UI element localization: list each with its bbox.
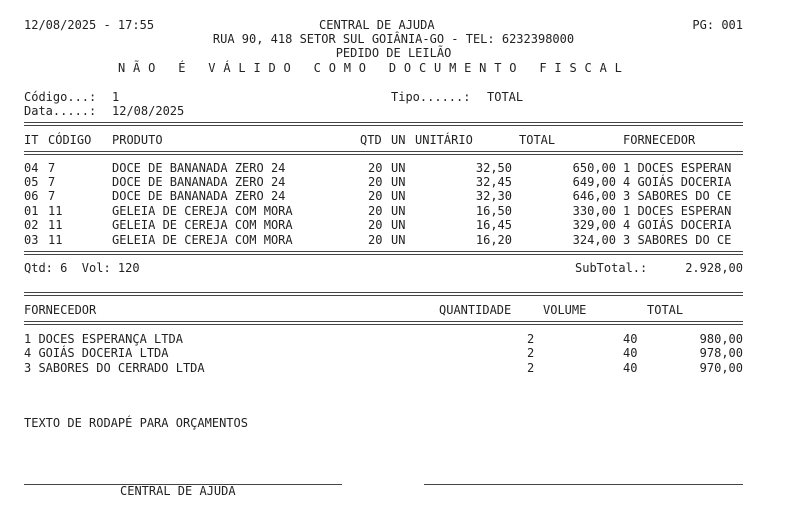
cell-un: UN xyxy=(391,175,406,189)
table-row xyxy=(0,190,787,204)
cell-volume: 40 xyxy=(623,346,638,360)
cell-total: 650,00 xyxy=(572,161,616,175)
col-produto: PRODUTO xyxy=(112,133,163,147)
cell-produto: DOCE DE BANANADA ZERO 24 xyxy=(112,189,286,203)
cell-unitario: 16,45 xyxy=(475,218,512,232)
page-number: PG: 001 xyxy=(692,18,743,32)
cell-un: UN xyxy=(391,218,406,232)
cell-un: UN xyxy=(391,161,406,175)
codigo-value: 1 xyxy=(112,90,120,104)
col-total: TOTAL xyxy=(647,303,684,317)
cell-total: 649,00 xyxy=(572,175,616,189)
cell-it: 04 xyxy=(24,161,39,175)
codigo-label: Código...: xyxy=(24,90,97,104)
cell-codigo: 11 xyxy=(48,233,63,247)
cell-total: 646,00 xyxy=(572,189,616,203)
cell-unitario: 16,20 xyxy=(475,233,512,247)
cell-unitario: 32,30 xyxy=(475,189,512,203)
cell-unitario: 32,50 xyxy=(475,161,512,175)
company-address: RUA 90, 418 SETOR SUL GOIÂNIA-GO - TEL: 6232398000 xyxy=(212,32,575,46)
subtotal-value: 2.928,00 xyxy=(685,261,743,275)
company-name: CENTRAL DE AJUDA xyxy=(319,18,435,32)
qtd-vol-summary: Qtd: 6 Vol: 120 xyxy=(24,261,140,275)
cell-produto: GELEIA DE CEREJA COM MORA xyxy=(112,204,293,218)
double-rule xyxy=(24,292,743,296)
cell-it: 03 xyxy=(24,233,39,247)
cell-codigo: 7 xyxy=(48,175,56,189)
cell-volume: 40 xyxy=(623,361,638,375)
table-row xyxy=(0,176,787,190)
col-un: UN xyxy=(391,133,406,147)
table-row xyxy=(0,219,787,233)
cell-codigo: 7 xyxy=(48,161,56,175)
footer-note: TEXTO DE RODAPÉ PARA ORÇAMENTOS xyxy=(24,416,248,430)
col-it: IT xyxy=(24,133,39,147)
col-quantidade: QUANTIDADE xyxy=(439,303,512,317)
cell-produto: DOCE DE BANANADA ZERO 24 xyxy=(112,175,286,189)
cell-qtd: 20 xyxy=(368,189,383,203)
col-fornecedor: FORNECEDOR xyxy=(623,133,696,147)
col-total: TOTAL xyxy=(519,133,556,147)
cell-fornecedor: 3 SABORES DO CE xyxy=(623,233,732,247)
double-rule xyxy=(24,251,743,255)
cell-volume: 40 xyxy=(623,332,638,346)
cell-fornecedor: 3 SABORES DO CERRADO LTDA xyxy=(24,361,205,375)
cell-fornecedor: 1 DOCES ESPERAN xyxy=(623,204,732,218)
cell-unitario: 16,50 xyxy=(475,204,512,218)
cell-total: 330,00 xyxy=(572,204,616,218)
data-value: 12/08/2025 xyxy=(112,104,185,118)
col-volume: VOLUME xyxy=(543,303,587,317)
cell-total: 980,00 xyxy=(699,332,743,346)
col-fornecedor: FORNECEDOR xyxy=(24,303,97,317)
tipo-label: Tipo......: xyxy=(391,90,471,104)
cell-fornecedor: 3 SABORES DO CE xyxy=(623,189,732,203)
cell-fornecedor: 1 DOCES ESPERAN xyxy=(623,161,732,175)
cell-produto: DOCE DE BANANADA ZERO 24 xyxy=(112,161,286,175)
cell-un: UN xyxy=(391,233,406,247)
table-row xyxy=(0,162,787,176)
cell-produto: GELEIA DE CEREJA COM MORA xyxy=(112,218,293,232)
col-unitario: UNITÁRIO xyxy=(415,133,473,147)
cell-total: 324,00 xyxy=(572,233,616,247)
cell-fornecedor: 4 GOIÁS DOCERIA xyxy=(623,175,732,189)
cell-fornecedor: 1 DOCES ESPERANÇA LTDA xyxy=(24,332,183,346)
document-title: PEDIDO DE LEILÃO xyxy=(335,46,452,60)
cell-qtd: 20 xyxy=(368,204,383,218)
items-table-header xyxy=(0,134,787,148)
cell-quantidade: 2 xyxy=(527,361,535,375)
tipo-value: TOTAL xyxy=(487,90,524,104)
cell-unitario: 32,45 xyxy=(475,175,512,189)
cell-it: 06 xyxy=(24,189,39,203)
table-row xyxy=(0,347,787,361)
cell-total: 978,00 xyxy=(699,346,743,360)
table-row xyxy=(0,234,787,248)
col-codigo: CÓDIGO xyxy=(48,133,92,147)
cell-qtd: 20 xyxy=(368,175,383,189)
cell-qtd: 20 xyxy=(368,218,383,232)
cell-total: 970,00 xyxy=(699,361,743,375)
signature-name: CENTRAL DE AJUDA xyxy=(120,484,236,498)
cell-it: 01 xyxy=(24,204,39,218)
data-label: Data.....: xyxy=(24,104,97,118)
cell-it: 02 xyxy=(24,218,39,232)
double-rule xyxy=(24,122,743,126)
cell-total: 329,00 xyxy=(572,218,616,232)
table-row xyxy=(0,362,787,376)
double-rule xyxy=(24,321,743,325)
cell-qtd: 20 xyxy=(368,233,383,247)
subtotal-label: SubTotal.: xyxy=(575,261,648,275)
cell-un: UN xyxy=(391,204,406,218)
cell-quantidade: 2 xyxy=(527,346,535,360)
fiscal-notice: N Ã O É V Á L I D O C O M O D O C U M E N T O F I S C A L xyxy=(118,61,623,75)
cell-un: UN xyxy=(391,189,406,203)
cell-produto: GELEIA DE CEREJA COM MORA xyxy=(112,233,293,247)
cell-codigo: 11 xyxy=(48,204,63,218)
table-row xyxy=(0,333,787,347)
cell-fornecedor: 4 GOIÁS DOCERIA xyxy=(623,218,732,232)
cell-it: 05 xyxy=(24,175,39,189)
table-row xyxy=(0,205,787,219)
double-rule xyxy=(24,151,743,155)
col-qtd: QTD xyxy=(360,133,382,147)
cell-codigo: 7 xyxy=(48,189,56,203)
signature-line-right xyxy=(424,484,743,485)
cell-qtd: 20 xyxy=(368,161,383,175)
cell-quantidade: 2 xyxy=(527,332,535,346)
cell-codigo: 11 xyxy=(48,218,63,232)
cell-fornecedor: 4 GOIÁS DOCERIA LTDA xyxy=(24,346,169,360)
report-datetime: 12/08/2025 - 17:55 xyxy=(24,18,155,32)
